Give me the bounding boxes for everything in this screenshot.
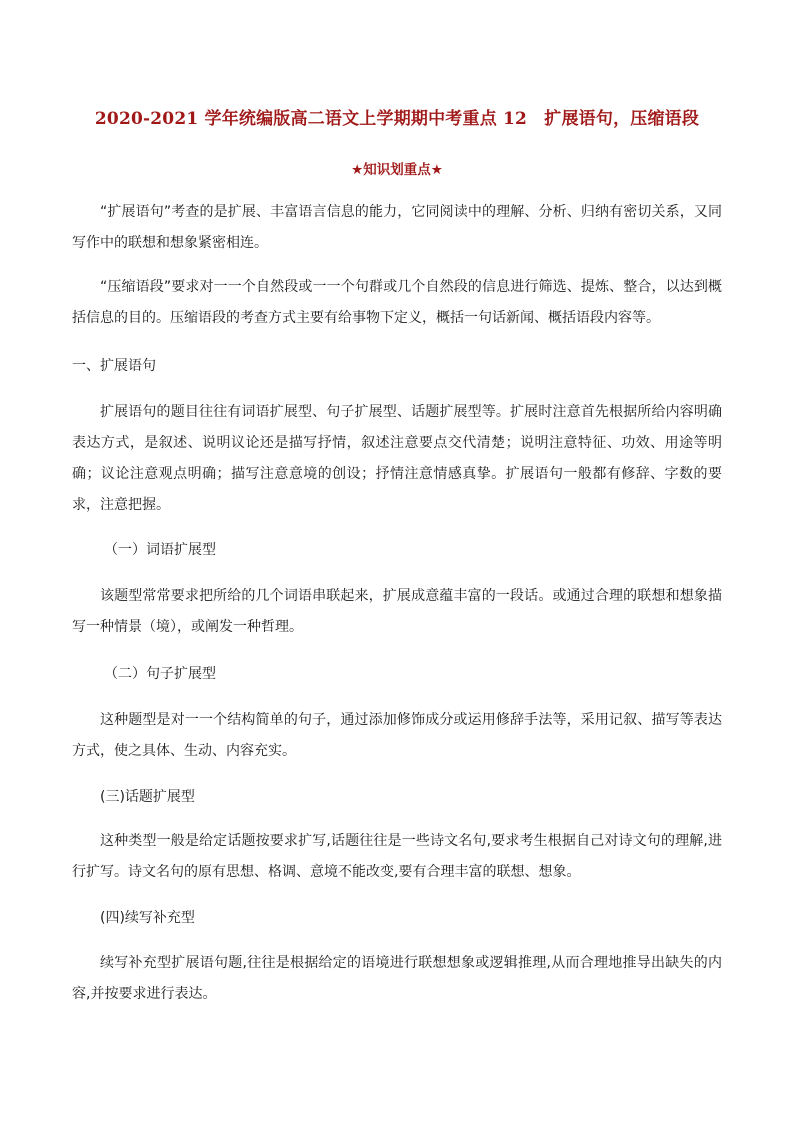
section-body-expand: 扩展语句的题目往往有词语扩展型、句子扩展型、话题扩展型等。扩展时注意首先根据所给内容明确表达方式，是叙述、说明议论还是描写抒情，叙述注意要点交代清楚；说明注意特征、功效、用途等明确；议论注意观点明确；描写注意意境的创设；抒情注意情感真挚。扩展语句一般都有修辞、字数的要求，注意把握。 <box>72 404 722 513</box>
section-heading-expand: 一、扩展语句 <box>72 358 156 374</box>
body-word-expansion: 该题型常常要求把所给的几个词语串联起来，扩展成意蕴丰富的一段话。或通过合理的联想和想象描写一种情景（境），或阐发一种哲理。 <box>72 588 722 635</box>
section-subtitle: ★知识划重点★ <box>351 162 443 178</box>
intro-paragraph-2: “压缩语段”要求对一一个自然段或一一个句群或几个自然段的信息进行筛选、提炼、整合，以达到概括信息的目的。压缩语段的考查方式主要有给事物下定义，概括一句话新闻、概括语段内容等。 <box>72 279 722 326</box>
subheading-topic-expansion: (三)话题扩展型 <box>100 789 195 805</box>
subheading-continuation: (四)续写补充型 <box>100 910 195 926</box>
body-sentence-expansion: 这种题型是对一一个结构简单的句子，通过添加修饰成分或运用修辞手法等，采用记叙、描写等表达方式，使之具体、生动、内容充实。 <box>72 712 722 759</box>
intro-paragraph-1: “扩展语句”考查的是扩展、丰富语言信息的能力，它同阅读中的理解、分析、归纳有密切关系，又同写作中的联想和想象紧密相连。 <box>72 204 722 251</box>
body-topic-expansion: 这种类型一般是给定话题按要求扩写,话题往往是一些诗文名句,要求考生根据自己对诗文句的理解,进行扩写。诗文名句的原有思想、格调、意境不能改变,要有合理丰富的联想、想象。 <box>72 833 722 880</box>
subheading-sentence-expansion: （二）句子扩展型 <box>104 666 216 682</box>
body-continuation: 续写补充型扩展语句题,往往是根据给定的语境进行联想想象或逻辑推理,从而合理地推导出缺失的内容,并按要求进行表达。 <box>72 955 722 1002</box>
document-title: 2020-2021 学年统编版高二语文上学期期中考重点 12 扩展语句，压缩语段 <box>94 109 700 129</box>
subheading-word-expansion: （一）词语扩展型 <box>104 542 216 558</box>
